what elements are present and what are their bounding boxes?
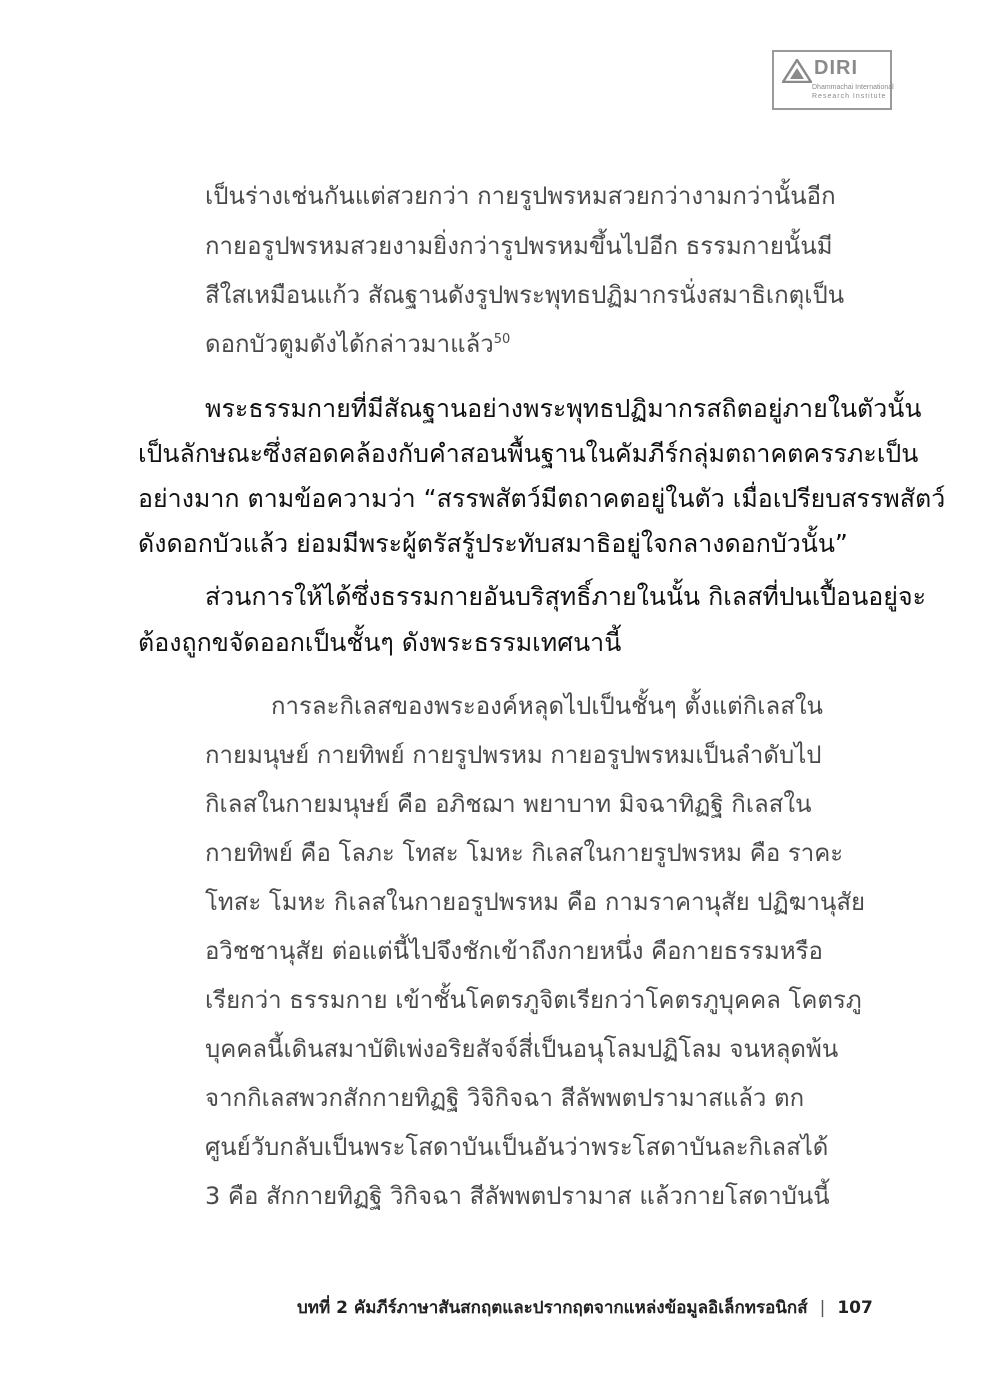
quote1-line: สีใสเหมือนแก้ว สัณฐานดังรูปพระพุทธปฏิมากรนั่งสมาธิเกตุเป็น [205, 281, 845, 309]
quote1-line-text: ดอกบัวตูมดังได้กล่าวมาแล้ว [205, 330, 494, 358]
quote2-line: กายทิพย์ คือ โลภะ โทสะ โมหะ กิเลสในกายรูปพรหม คือ ราคะ [205, 839, 844, 867]
page-footer [297, 1294, 873, 1321]
triangle-logo-icon [782, 59, 812, 83]
quote2-line: การละกิเลสของพระองค์หลุดไปเป็นชั้นๆ ตั้งแต่กิเลสใน [271, 692, 823, 720]
quote2-line: ศูนย์วับกลับเป็นพระโสดาบันเป็นอันว่าพระโสดาบันละกิเลสได้ [205, 1133, 829, 1161]
para1-line: พระธรรมกายที่มีสัณฐานอย่างพระพุทธปฏิมากรสถิตอยู่ภายในตัวนั้น [205, 394, 922, 423]
quote1-line: เป็นร่างเช่นกันแต่สวยกว่า กายรูปพรหมสวยกว่างามกว่านั้นอีก [205, 182, 836, 210]
quote2-line: กิเลสในกายมนุษย์ คือ อภิชฌา พยาบาท มิจฉาทิฏฐิ กิเลสใน [205, 790, 812, 818]
para1-line: ดังดอกบัวแล้ว ย่อมมีพระผู้ตรัสรู้ประทับสมาธิอยู่ใจกลางดอกบัวนั้น” [138, 529, 848, 558]
quote2-line: บุคคลนี้เดินสมาบัติเพ่งอริยสัจจ์สี่เป็นอนุโลมปฏิโลม จนหลุดพ้น [205, 1035, 839, 1063]
quote2-line: จากกิเลสพวกสักกายทิฏฐิ วิจิกิจฉา สีลัพพตปรามาสแล้ว ตก [205, 1084, 805, 1112]
quote2-line: โทสะ โมหะ กิเลสในกายอรูปพรหม คือ กามราคานุสัย ปฏิฆานุสัย [205, 888, 866, 916]
page-number: 107 [837, 1298, 873, 1318]
para1-line: เป็นลักษณะซึ่งสอดคล้องกับคำสอนพื้นฐานในคัมภีร์กลุ่มตถาคตครรภะเป็น [138, 439, 919, 468]
chapter-title: บทที่ 2 คัมภีร์ภาษาสันสกฤตและปรากฤตจากแหล่งข้อมูลอิเล็กทรอนิกส์ [297, 1298, 808, 1318]
quote2-line: 3 คือ สักกายทิฏฐิ วิกิจฉา สีลัพพตปรามาส แล้วกายโสดาบันนี้ [205, 1182, 830, 1210]
logo-subtitle-line1: Dhammachai International [812, 84, 894, 91]
logo-title: DIRI [814, 57, 858, 79]
quote2-line: กายมนุษย์ กายทิพย์ กายรูปพรหม กายอรูปพรหมเป็นลำดับไป [205, 741, 822, 769]
para2-line: ส่วนการให้ได้ซึ่งธรรมกายอันบริสุทธิ์ภายในนั้น กิเลสที่ปนเปื้อนอยู่จะ [205, 582, 927, 611]
quote1-line: กายอรูปพรหมสวยงามยิ่งกว่ารูปพรหมขึ้นไปอีก ธรรมกายนั้นมี [205, 232, 833, 260]
quote1-line-last [205, 328, 510, 360]
logo-subtitle-line2: Research Institute [812, 93, 887, 100]
footnote-marker: 50 [493, 332, 511, 347]
diri-logo [772, 50, 892, 110]
para2-line: ต้องถูกขจัดออกเป็นชั้นๆ ดังพระธรรมเทศนานี้ [138, 628, 622, 657]
para1-line: อย่างมาก ตามข้อความว่า “สรรพสัตว์มีตถาคตอยู่ในตัว เมื่อเปรียบสรรพสัตว์ [138, 484, 946, 513]
quote2-line: เรียกว่า ธรรมกาย เข้าชั้นโคตรภูจิตเรียกว่าโคตรภูบุคคล โคตรภู [205, 986, 862, 1014]
footer-separator: | [819, 1298, 826, 1318]
quote2-line: อวิชชานุสัย ต่อแต่นี้ไปจึงชักเข้าถึงกายหนึ่ง คือกายธรรมหรือ [205, 937, 823, 965]
